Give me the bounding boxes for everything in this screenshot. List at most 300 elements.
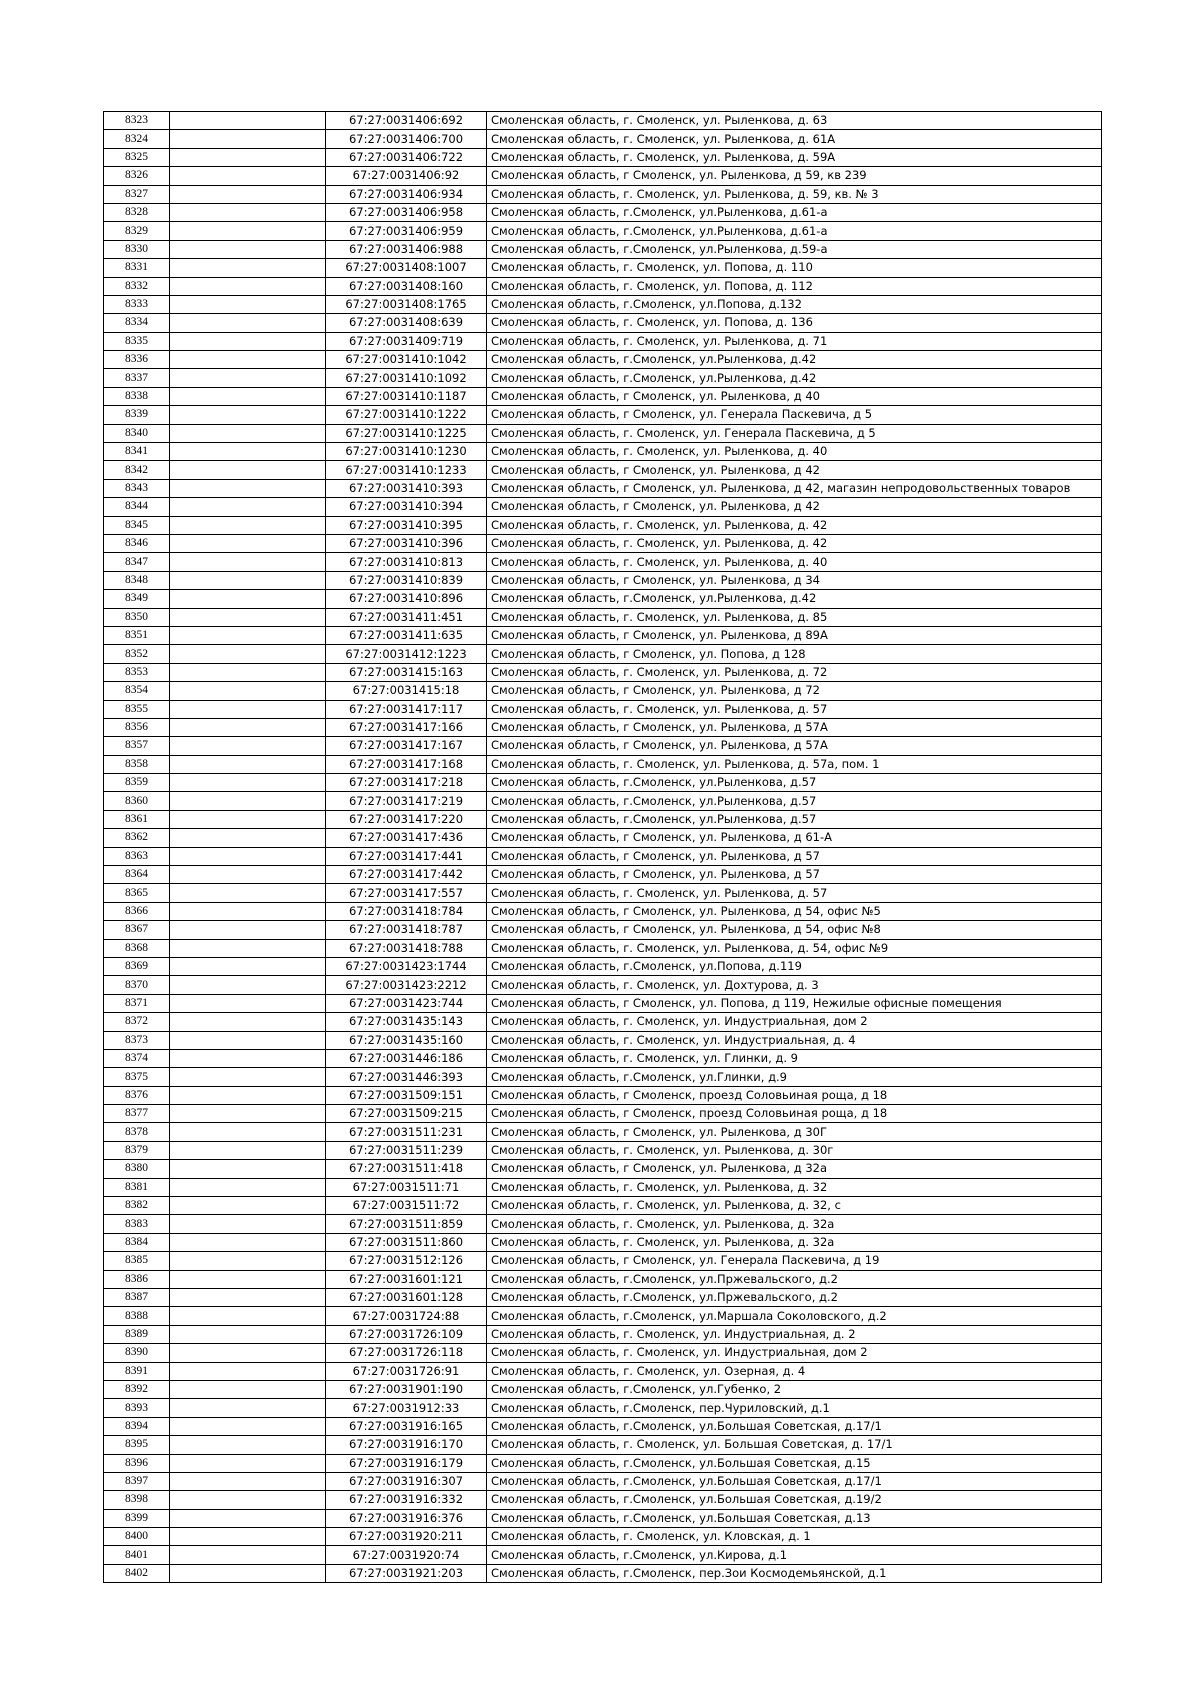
address-cell: Смоленская область, г. Смоленск, ул. Рыленкова, д. 63: [487, 112, 1102, 130]
cadastral-number-cell: 67:27:0031916:307: [326, 1472, 487, 1490]
table-row: [104, 1454, 1102, 1472]
table-row: [104, 295, 1102, 313]
empty-cell: [170, 1289, 326, 1307]
cadastral-number-cell: 67:27:0031406:988: [326, 240, 487, 258]
empty-cell: [170, 939, 326, 957]
table-row: [104, 921, 1102, 939]
cadastral-number-cell: 67:27:0031920:74: [326, 1546, 487, 1564]
address-cell: Смоленская область, г. Смоленск, ул. Глинки, д. 9: [487, 1049, 1102, 1067]
table-row: [104, 1528, 1102, 1546]
table-row: [104, 516, 1102, 534]
address-cell: Смоленская область, г Смоленск, ул. Рыленкова, д 57: [487, 866, 1102, 884]
address-cell: Смоленская область, г. Смоленск, ул. Попова, д. 110: [487, 259, 1102, 277]
cadastral-number-cell: 67:27:0031410:1233: [326, 461, 487, 479]
empty-cell: [170, 1086, 326, 1104]
cadastral-number-cell: 67:27:0031916:170: [326, 1436, 487, 1454]
cadastral-number-cell: 67:27:0031920:211: [326, 1528, 487, 1546]
cadastral-number-cell: 67:27:0031410:813: [326, 553, 487, 571]
address-cell: Смоленская область, г. Смоленск, ул. Рыленкова, д. 32, с: [487, 1197, 1102, 1215]
cadastral-number-cell: 67:27:0031406:958: [326, 203, 487, 221]
table-row: [104, 1436, 1102, 1454]
table-row: [104, 369, 1102, 387]
table-row: [104, 148, 1102, 166]
address-cell: Смоленская область, г. Смоленск, ул. Рыленкова, д. 32а: [487, 1233, 1102, 1251]
address-cell: Смоленская область, г.Смоленск, ул.Маршала Соколовского, д.2: [487, 1307, 1102, 1325]
address-cell: Смоленская область, г Смоленск, ул. Рыленкова, д 57А: [487, 737, 1102, 755]
empty-cell: [170, 1399, 326, 1417]
address-cell: Смоленская область, г.Смоленск, ул.Попова, д.132: [487, 295, 1102, 313]
row-number-cell: 8346: [104, 534, 170, 552]
address-cell: Смоленская область, г. Смоленск, ул. Попова, д. 112: [487, 277, 1102, 295]
address-cell: Смоленская область, г. Смоленск, ул. Индустриальная, д. 2: [487, 1325, 1102, 1343]
cadastral-number-cell: 67:27:0031726:91: [326, 1362, 487, 1380]
table-row: [104, 1197, 1102, 1215]
empty-cell: [170, 718, 326, 736]
empty-cell: [170, 461, 326, 479]
address-cell: Смоленская область, г.Смоленск, ул.Рыленкова, д.59-а: [487, 240, 1102, 258]
row-number-cell: 8392: [104, 1380, 170, 1398]
empty-cell: [170, 516, 326, 534]
row-number-cell: 8356: [104, 718, 170, 736]
empty-cell: [170, 921, 326, 939]
table-row: [104, 351, 1102, 369]
empty-cell: [170, 1472, 326, 1490]
empty-cell: [170, 130, 326, 148]
empty-cell: [170, 663, 326, 681]
address-cell: Смоленская область, г Смоленск, ул. Попова, д 119, Нежилые офисные помещения: [487, 994, 1102, 1012]
row-number-cell: 8387: [104, 1289, 170, 1307]
address-cell: Смоленская область, г Смоленск, проезд Соловьиная роща, д 18: [487, 1105, 1102, 1123]
empty-cell: [170, 1509, 326, 1527]
cadastral-number-cell: 67:27:0031511:239: [326, 1141, 487, 1159]
table-row: [104, 314, 1102, 332]
table-row: [104, 1380, 1102, 1398]
cadastral-number-cell: 67:27:0031410:896: [326, 590, 487, 608]
empty-cell: [170, 369, 326, 387]
row-number-cell: 8379: [104, 1141, 170, 1159]
empty-cell: [170, 314, 326, 332]
cadastral-number-cell: 67:27:0031601:121: [326, 1270, 487, 1288]
cadastral-number-cell: 67:27:0031406:934: [326, 185, 487, 203]
address-cell: Смоленская область, г. Смоленск, ул. Рыленкова, д. 57а, пом. 1: [487, 755, 1102, 773]
empty-cell: [170, 203, 326, 221]
cadastral-number-cell: 67:27:0031409:719: [326, 332, 487, 350]
table-row: [104, 902, 1102, 920]
address-cell: Смоленская область, г. Смоленск, ул. Дохтурова, д. 3: [487, 976, 1102, 994]
address-cell: Смоленская область, г. Смоленск, ул. Генерала Паскевича, д 5: [487, 424, 1102, 442]
cadastral-number-cell: 67:27:0031417:219: [326, 792, 487, 810]
row-number-cell: 8361: [104, 810, 170, 828]
address-cell: Смоленская область, г. Смоленск, ул. Рыленкова, д. 71: [487, 332, 1102, 350]
cadastral-number-cell: 67:27:0031410:1092: [326, 369, 487, 387]
cadastral-number-cell: 67:27:0031417:441: [326, 847, 487, 865]
cadastral-number-cell: 67:27:0031417:442: [326, 866, 487, 884]
address-cell: Смоленская область, г. Смоленск, ул. Индустриальная, дом 2: [487, 1013, 1102, 1031]
table-row: [104, 553, 1102, 571]
table-row: [104, 112, 1102, 130]
empty-cell: [170, 1233, 326, 1251]
address-cell: Смоленская область, г. Смоленск, ул. Рыленкова, д. 54, офис №9: [487, 939, 1102, 957]
row-number-cell: 8339: [104, 406, 170, 424]
table-row: [104, 1123, 1102, 1141]
row-number-cell: 8342: [104, 461, 170, 479]
address-cell: Смоленская область, г. Смоленск, ул. Рыленкова, д. 57: [487, 700, 1102, 718]
row-number-cell: 8377: [104, 1105, 170, 1123]
cadastral-number-cell: 67:27:0031406:722: [326, 148, 487, 166]
cadastral-number-cell: 67:27:0031417:167: [326, 737, 487, 755]
address-cell: Смоленская область, г Смоленск, ул. Рыленкова, д 59, кв 239: [487, 167, 1102, 185]
row-number-cell: 8390: [104, 1344, 170, 1362]
address-cell: Смоленская область, г. Смоленск, ул. Рыленкова, д. 61А: [487, 130, 1102, 148]
empty-cell: [170, 1564, 326, 1582]
row-number-cell: 8355: [104, 700, 170, 718]
address-cell: Смоленская область, г. Смоленск, ул. Большая Советская, д. 17/1: [487, 1436, 1102, 1454]
table-row: [104, 866, 1102, 884]
row-number-cell: 8344: [104, 498, 170, 516]
empty-cell: [170, 1380, 326, 1398]
cadastral-number-cell: 67:27:0031410:395: [326, 516, 487, 534]
cadastral-number-cell: 67:27:0031417:220: [326, 810, 487, 828]
table-row: [104, 277, 1102, 295]
address-cell: Смоленская область, г.Смоленск, ул.Рыленкова, д.42: [487, 590, 1102, 608]
cadastral-number-cell: 67:27:0031410:1222: [326, 406, 487, 424]
empty-cell: [170, 829, 326, 847]
cadastral-number-cell: 67:27:0031408:639: [326, 314, 487, 332]
row-number-cell: 8371: [104, 994, 170, 1012]
row-number-cell: 8367: [104, 921, 170, 939]
empty-cell: [170, 148, 326, 166]
cadastral-number-cell: 67:27:0031411:451: [326, 608, 487, 626]
empty-cell: [170, 792, 326, 810]
table-row: [104, 976, 1102, 994]
table-row: [104, 1564, 1102, 1582]
cadastral-number-cell: 67:27:0031408:1765: [326, 295, 487, 313]
table-row: [104, 1344, 1102, 1362]
empty-cell: [170, 424, 326, 442]
row-number-cell: 8375: [104, 1068, 170, 1086]
cadastral-number-cell: 67:27:0031418:787: [326, 921, 487, 939]
row-number-cell: 8331: [104, 259, 170, 277]
empty-cell: [170, 295, 326, 313]
empty-cell: [170, 112, 326, 130]
address-cell: Смоленская область, г Смоленск, ул. Рыленкова, д 57: [487, 847, 1102, 865]
row-number-cell: 8376: [104, 1086, 170, 1104]
cadastral-number-cell: 67:27:0031415:163: [326, 663, 487, 681]
table-row: [104, 700, 1102, 718]
empty-cell: [170, 406, 326, 424]
address-cell: Смоленская область, г.Смоленск, ул.Кирова, д.1: [487, 1546, 1102, 1564]
address-cell: Смоленская область, г. Смоленск, ул. Кловская, д. 1: [487, 1528, 1102, 1546]
cadastral-number-cell: 67:27:0031511:859: [326, 1215, 487, 1233]
row-number-cell: 8391: [104, 1362, 170, 1380]
table-row: [104, 1399, 1102, 1417]
empty-cell: [170, 1049, 326, 1067]
cadastral-number-cell: 67:27:0031410:1187: [326, 387, 487, 405]
table-row: [104, 1013, 1102, 1031]
address-cell: Смоленская область, г. Смоленск, ул. Рыленкова, д. 30г: [487, 1141, 1102, 1159]
table-row: [104, 534, 1102, 552]
cadastral-number-cell: 67:27:0031446:393: [326, 1068, 487, 1086]
empty-cell: [170, 534, 326, 552]
cadastral-number-cell: 67:27:0031408:160: [326, 277, 487, 295]
address-cell: Смоленская область, г.Смоленск, ул.Рыленкова, д.61-а: [487, 222, 1102, 240]
address-cell: Смоленская область, г. Смоленск, ул. Рыленкова, д. 42: [487, 516, 1102, 534]
empty-cell: [170, 1123, 326, 1141]
row-number-cell: 8327: [104, 185, 170, 203]
address-cell: Смоленская область, г. Смоленск, ул. Рыленкова, д. 32: [487, 1178, 1102, 1196]
cadastral-number-cell: 67:27:0031916:165: [326, 1417, 487, 1435]
cadastral-number-cell: 67:27:0031509:151: [326, 1086, 487, 1104]
address-cell: Смоленская область, г.Смоленск, ул.Большая Советская, д.17/1: [487, 1472, 1102, 1490]
address-cell: Смоленская область, г.Смоленск, ул.Рыленкова, д.61-а: [487, 203, 1102, 221]
address-cell: Смоленская область, г.Смоленск, ул.Глинки, д.9: [487, 1068, 1102, 1086]
empty-cell: [170, 866, 326, 884]
row-number-cell: 8397: [104, 1472, 170, 1490]
table-row: [104, 1307, 1102, 1325]
table-row: [104, 1417, 1102, 1435]
row-number-cell: 8326: [104, 167, 170, 185]
row-number-cell: 8381: [104, 1178, 170, 1196]
address-cell: Смоленская область, г Смоленск, ул. Рыленкова, д 54, офис №8: [487, 921, 1102, 939]
empty-cell: [170, 645, 326, 663]
empty-cell: [170, 443, 326, 461]
empty-cell: [170, 957, 326, 975]
empty-cell: [170, 737, 326, 755]
table-row: [104, 332, 1102, 350]
table-row: [104, 498, 1102, 516]
row-number-cell: 8400: [104, 1528, 170, 1546]
address-cell: Смоленская область, г. Смоленск, ул. Рыленкова, д. 72: [487, 663, 1102, 681]
row-number-cell: 8324: [104, 130, 170, 148]
table-row: [104, 479, 1102, 497]
address-cell: Смоленская область, г.Смоленск, ул.Большая Советская, д.15: [487, 1454, 1102, 1472]
row-number-cell: 8401: [104, 1546, 170, 1564]
empty-cell: [170, 1178, 326, 1196]
table-row: [104, 829, 1102, 847]
address-cell: Смоленская область, г Смоленск, ул. Рыленкова, д 54, офис №5: [487, 902, 1102, 920]
row-number-cell: 8325: [104, 148, 170, 166]
cadastral-number-cell: 67:27:0031435:143: [326, 1013, 487, 1031]
address-cell: Смоленская область, г. Смоленск, ул. Индустриальная, дом 2: [487, 1344, 1102, 1362]
empty-cell: [170, 847, 326, 865]
empty-cell: [170, 608, 326, 626]
table-row: [104, 222, 1102, 240]
row-number-cell: 8382: [104, 1197, 170, 1215]
cadastral-number-cell: 67:27:0031423:2212: [326, 976, 487, 994]
empty-cell: [170, 884, 326, 902]
empty-cell: [170, 1197, 326, 1215]
empty-cell: [170, 1362, 326, 1380]
cadastral-number-cell: 67:27:0031511:71: [326, 1178, 487, 1196]
table-row: [104, 130, 1102, 148]
cadastral-number-cell: 67:27:0031726:109: [326, 1325, 487, 1343]
row-number-cell: 8323: [104, 112, 170, 130]
row-number-cell: 8385: [104, 1252, 170, 1270]
cadastral-number-cell: 67:27:0031724:88: [326, 1307, 487, 1325]
address-cell: Смоленская область, г. Смоленск, ул. Рыленкова, д. 59А: [487, 148, 1102, 166]
row-number-cell: 8330: [104, 240, 170, 258]
cadastral-number-cell: 67:27:0031410:1225: [326, 424, 487, 442]
table-row: [104, 884, 1102, 902]
row-number-cell: 8369: [104, 957, 170, 975]
cadastral-number-cell: 67:27:0031511:418: [326, 1160, 487, 1178]
address-cell: Смоленская область, г Смоленск, ул. Рыленкова, д 42: [487, 461, 1102, 479]
cadastral-number-cell: 67:27:0031408:1007: [326, 259, 487, 277]
address-cell: Смоленская область, г.Смоленск, ул.Рыленкова, д.42: [487, 369, 1102, 387]
cadastral-number-cell: 67:27:0031410:1042: [326, 351, 487, 369]
table-row: [104, 1105, 1102, 1123]
empty-cell: [170, 1436, 326, 1454]
empty-cell: [170, 1546, 326, 1564]
row-number-cell: 8380: [104, 1160, 170, 1178]
address-cell: Смоленская область, г.Смоленск, ул.Пржевальского, д.2: [487, 1270, 1102, 1288]
address-cell: Смоленская область, г.Смоленск, ул.Большая Советская, д.17/1: [487, 1417, 1102, 1435]
empty-cell: [170, 277, 326, 295]
row-number-cell: 8357: [104, 737, 170, 755]
cadastral-number-cell: 67:27:0031418:784: [326, 902, 487, 920]
row-number-cell: 8337: [104, 369, 170, 387]
row-number-cell: 8384: [104, 1233, 170, 1251]
row-number-cell: 8338: [104, 387, 170, 405]
address-cell: Смоленская область, г.Смоленск, пер.Чуриловский, д.1: [487, 1399, 1102, 1417]
table-row: [104, 1546, 1102, 1564]
cadastral-number-cell: 67:27:0031916:332: [326, 1491, 487, 1509]
address-cell: Смоленская область, г.Смоленск, ул.Рыленкова, д.57: [487, 810, 1102, 828]
row-number-cell: 8373: [104, 1031, 170, 1049]
cadastral-number-cell: 67:27:0031417:557: [326, 884, 487, 902]
empty-cell: [170, 700, 326, 718]
row-number-cell: 8399: [104, 1509, 170, 1527]
row-number-cell: 8335: [104, 332, 170, 350]
row-number-cell: 8348: [104, 571, 170, 589]
row-number-cell: 8329: [104, 222, 170, 240]
address-cell: Смоленская область, г Смоленск, ул. Рыленкова, д 34: [487, 571, 1102, 589]
table-row: [104, 406, 1102, 424]
table-row: [104, 167, 1102, 185]
row-number-cell: 8340: [104, 424, 170, 442]
address-cell: Смоленская область, г.Смоленск, ул.Большая Советская, д.13: [487, 1509, 1102, 1527]
cadastral-number-cell: 67:27:0031415:18: [326, 682, 487, 700]
table-row: [104, 571, 1102, 589]
table-row: [104, 626, 1102, 644]
empty-cell: [170, 976, 326, 994]
table-row: [104, 203, 1102, 221]
address-cell: Смоленская область, г. Смоленск, ул. Озерная, д. 4: [487, 1362, 1102, 1380]
table-row: [104, 590, 1102, 608]
row-number-cell: 8388: [104, 1307, 170, 1325]
row-number-cell: 8366: [104, 902, 170, 920]
empty-cell: [170, 1528, 326, 1546]
table-row: [104, 1270, 1102, 1288]
address-cell: Смоленская область, г. Смоленск, ул. Попова, д. 136: [487, 314, 1102, 332]
cadastral-number-cell: 67:27:0031410:396: [326, 534, 487, 552]
cadastral-number-cell: 67:27:0031410:393: [326, 479, 487, 497]
address-cell: Смоленская область, г.Смоленск, ул.Губенко, 2: [487, 1380, 1102, 1398]
address-cell: Смоленская область, г Смоленск, ул. Рыленкова, д 72: [487, 682, 1102, 700]
cadastral-number-cell: 67:27:0031417:168: [326, 755, 487, 773]
address-cell: Смоленская область, г.Смоленск, ул.Рыленкова, д.57: [487, 792, 1102, 810]
empty-cell: [170, 1141, 326, 1159]
cadastral-number-cell: 67:27:0031512:126: [326, 1252, 487, 1270]
address-cell: Смоленская область, г. Смоленск, ул. Индустриальная, д. 4: [487, 1031, 1102, 1049]
empty-cell: [170, 167, 326, 185]
row-number-cell: 8353: [104, 663, 170, 681]
address-cell: Смоленская область, г. Смоленск, ул. Рыленкова, д. 42: [487, 534, 1102, 552]
cadastral-number-cell: 67:27:0031410:1230: [326, 443, 487, 461]
row-number-cell: 8368: [104, 939, 170, 957]
row-number-cell: 8360: [104, 792, 170, 810]
address-cell: Смоленская область, г Смоленск, ул. Рыленкова, д 89А: [487, 626, 1102, 644]
cadastral-number-cell: 67:27:0031410:394: [326, 498, 487, 516]
cadastral-number-cell: 67:27:0031511:860: [326, 1233, 487, 1251]
empty-cell: [170, 479, 326, 497]
row-number-cell: 8334: [104, 314, 170, 332]
table-row: [104, 774, 1102, 792]
table-row: [104, 718, 1102, 736]
row-number-cell: 8343: [104, 479, 170, 497]
table-row: [104, 645, 1102, 663]
row-number-cell: 8358: [104, 755, 170, 773]
empty-cell: [170, 332, 326, 350]
empty-cell: [170, 1491, 326, 1509]
row-number-cell: 8352: [104, 645, 170, 663]
row-number-cell: 8341: [104, 443, 170, 461]
row-number-cell: 8333: [104, 295, 170, 313]
cadastral-number-cell: 67:27:0031417:218: [326, 774, 487, 792]
table-row: [104, 1215, 1102, 1233]
cadastral-number-cell: 67:27:0031418:788: [326, 939, 487, 957]
address-cell: Смоленская область, г.Смоленск, ул.Рыленкова, д.42: [487, 351, 1102, 369]
table-row: [104, 1362, 1102, 1380]
empty-cell: [170, 1068, 326, 1086]
empty-cell: [170, 222, 326, 240]
empty-cell: [170, 387, 326, 405]
table-row: [104, 1509, 1102, 1527]
cadastral-number-cell: 67:27:0031509:215: [326, 1105, 487, 1123]
empty-cell: [170, 1215, 326, 1233]
empty-cell: [170, 1105, 326, 1123]
empty-cell: [170, 1160, 326, 1178]
address-cell: Смоленская область, г Смоленск, ул. Генерала Паскевича, д 5: [487, 406, 1102, 424]
cadastral-number-cell: 67:27:0031406:692: [326, 112, 487, 130]
table-row: [104, 994, 1102, 1012]
empty-cell: [170, 902, 326, 920]
empty-cell: [170, 351, 326, 369]
table-row: [104, 939, 1102, 957]
row-number-cell: 8389: [104, 1325, 170, 1343]
table-row: [104, 1325, 1102, 1343]
table-row: [104, 1233, 1102, 1251]
cadastral-number-cell: 67:27:0031410:839: [326, 571, 487, 589]
cadastral-number-cell: 67:27:0031412:1223: [326, 645, 487, 663]
table-row: [104, 185, 1102, 203]
row-number-cell: 8393: [104, 1399, 170, 1417]
empty-cell: [170, 1325, 326, 1343]
cadastral-number-cell: 67:27:0031901:190: [326, 1380, 487, 1398]
address-cell: Смоленская область, г Смоленск, ул. Рыленкова, д 40: [487, 387, 1102, 405]
row-number-cell: 8378: [104, 1123, 170, 1141]
table-row: [104, 755, 1102, 773]
address-cell: Смоленская область, г. Смоленск, ул. Рыленкова, д. 32а: [487, 1215, 1102, 1233]
cadastral-number-cell: 67:27:0031417:166: [326, 718, 487, 736]
address-cell: Смоленская область, г Смоленск, проезд Соловьиная роща, д 18: [487, 1086, 1102, 1104]
address-cell: Смоленская область, г Смоленск, ул. Рыленкова, д 61-А: [487, 829, 1102, 847]
row-number-cell: 8395: [104, 1436, 170, 1454]
table-row: [104, 1252, 1102, 1270]
table-row: [104, 810, 1102, 828]
empty-cell: [170, 590, 326, 608]
address-cell: Смоленская область, г. Смоленск, ул. Рыленкова, д. 59, кв. № 3: [487, 185, 1102, 203]
